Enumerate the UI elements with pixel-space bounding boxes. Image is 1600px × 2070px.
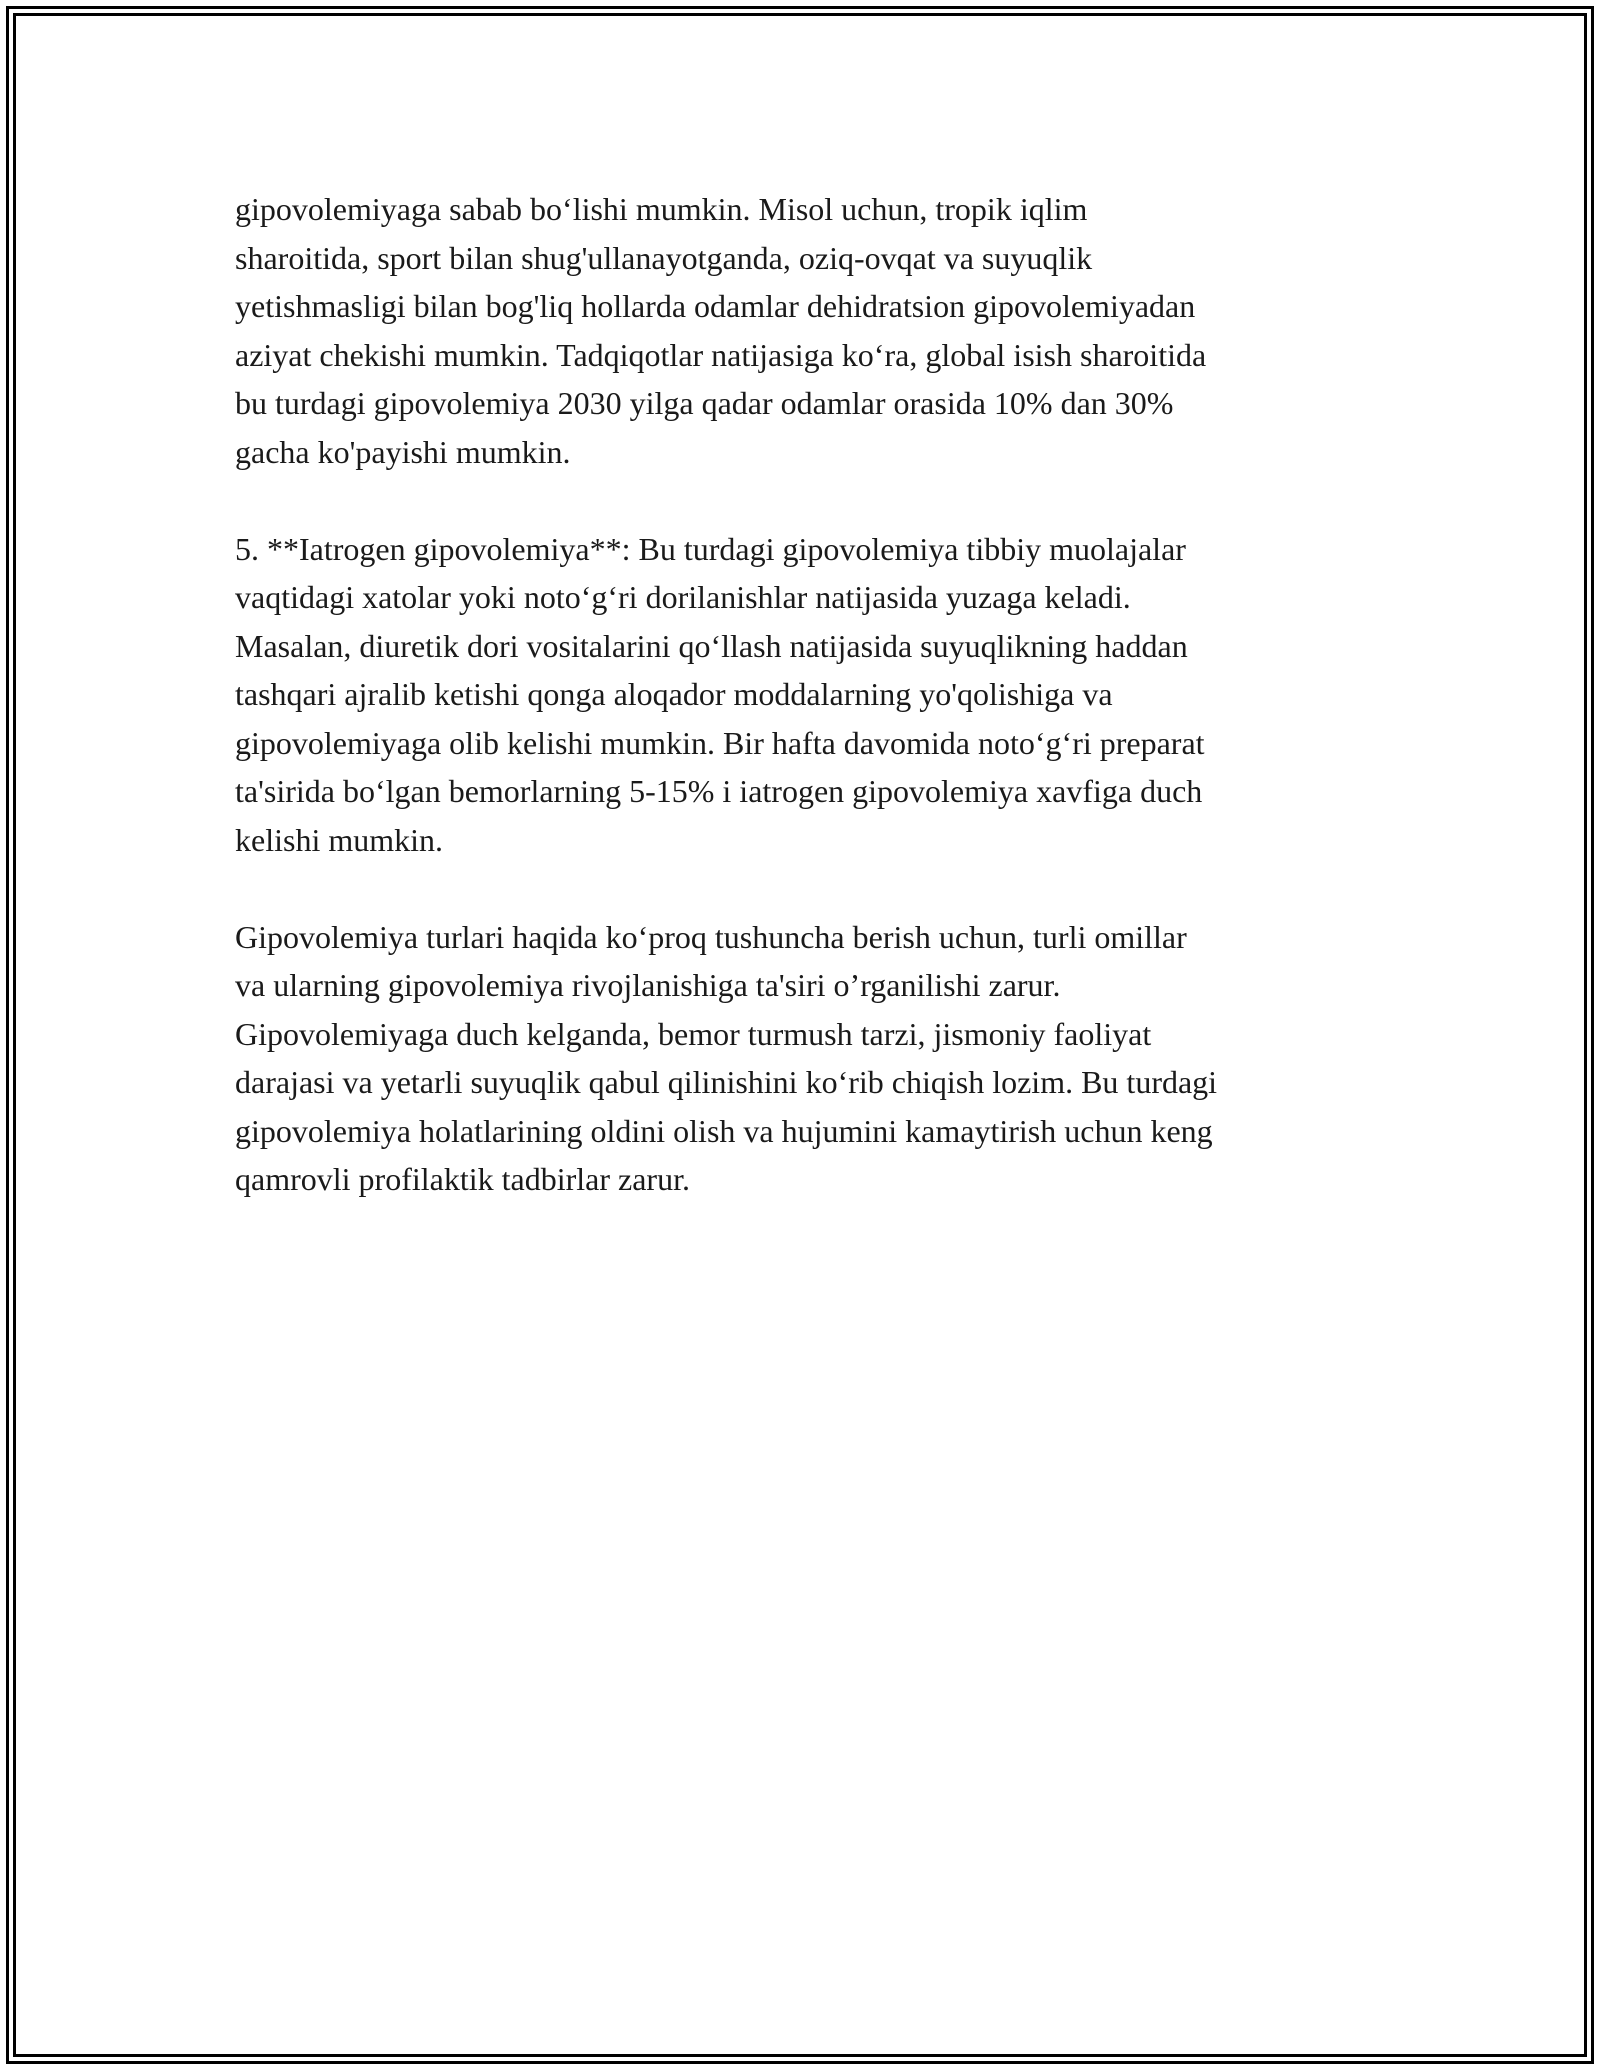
paragraph-dehydration-continued: gipovolemiyaga sabab bo‘lishi mumkin. Misol uchun, tropik iqlim sharoitida, sport bilan shug'ullanayotganda, oziq-ovqat va suyuqlik yetishmasligi bilan bog'liq hollarda odamlar dehidratsion gipovolemiyadan aziyat chekishi mumkin. Tadqiqotlar natijasiga ko‘ra, global isish sharoitida bu turdagi gipovolemiya 2030 yilga qadar odamlar orasida 10% dan 30% gacha ko'payishi mumkin. [235, 191, 1207, 470]
paragraph-iatrogenic-hypovolemia: 5. **Iatrogen gipovolemiya**: Bu turdagi gipovolemiya tibbiy muolajalar vaqtidagi xatolar yoki noto‘g‘ri dorilanishlar natijasida yuzaga keladi. Masalan, diuretik dori vositalarini qo‘llash natijasida suyuqlikning haddan tashqari ajralib ketishi qonga aloqador moddalarning yo'qolishiga va gipovolemiyaga olib kelishi mumkin. Bir hafta davomida noto‘g‘ri preparat ta'sirida bo‘lgan bemorlarning 5-15% i iatrogen gipovolemiya xavfiga duch kelishi mumkin. [235, 530, 1205, 858]
document-body [235, 185, 1385, 1252]
paragraph-conclusion: Gipovolemiya turlari haqida ko‘proq tushuncha berish uchun, turli omillar va ularning gipovolemiya rivojlanishiga ta'siri o’rganilishi zarur. Gipovolemiyaga duch kelganda, bemor turmush tarzi, jismoniy faoliyat darajasi va yetarli suyuqlik qabul qilinishini ko‘rib chiqish lozim. Bu turdagi gipovolemiya holatlarining oldini olish va hujumini kamaytirish uchun keng qamrovli profilaktik tadbirlar zarur. [235, 918, 1218, 1197]
